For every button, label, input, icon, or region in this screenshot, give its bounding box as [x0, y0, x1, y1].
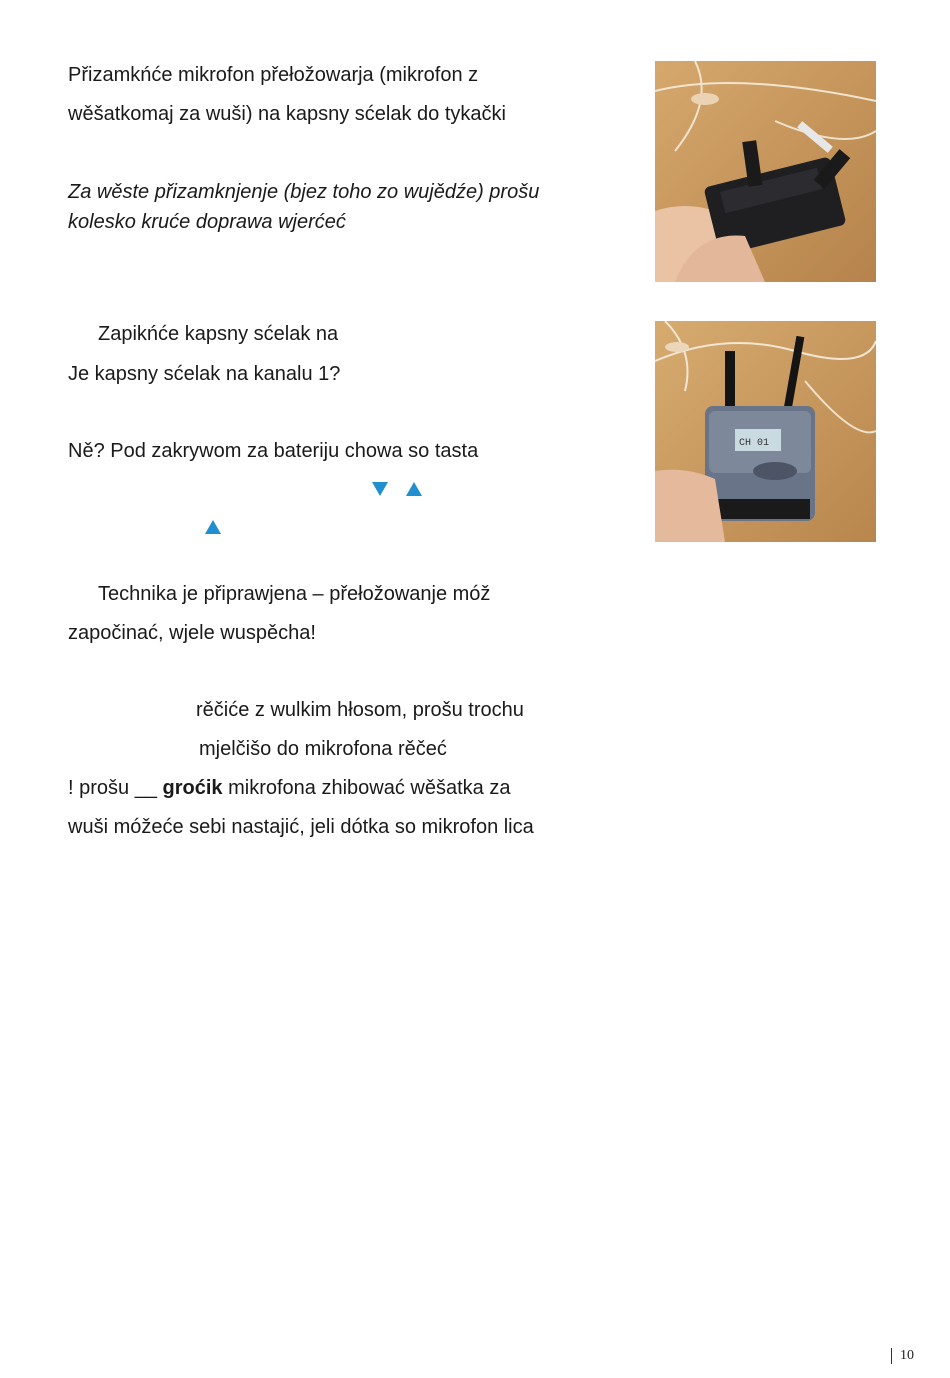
mic-adjust-pre: ! prošu __	[68, 777, 163, 799]
battery-cover-line: Ně? Pod zakrywom za bateriju chowa so tasta	[68, 440, 479, 462]
photo-transmitter-connector	[655, 61, 876, 282]
mic-adjust-post: mikrofona zhibować wěšatka za	[222, 777, 511, 799]
instruction-line-2: wěšatkomaj za wuši) na kapsny sćelak do tykački	[68, 103, 506, 125]
mic-adjust-bold: grоćik	[162, 777, 223, 799]
italic-note-line-2: kolesko kruće doprawa wjerćeć	[68, 211, 346, 233]
page-number-value: 10	[900, 1348, 914, 1363]
arrow-up-icon	[205, 520, 221, 534]
voice-tip-line-2: mjelčišo do mikrofona rěčeć	[199, 738, 447, 760]
mic-adjust-line	[68, 776, 510, 800]
arrow-down-icon	[372, 482, 388, 496]
voice-tip-line-1: rěčiće z wulkim hłosom, prošu trochu	[196, 699, 524, 721]
ready-line-1: Technika je připrawjena – přełožowanje móž	[98, 583, 491, 605]
channel-question-line: Je kapsny sćelak na kanalu 1?	[68, 363, 341, 385]
instruction-line-1: Přizamkńće mikrofon přełožowarja (mikrofon z	[68, 64, 479, 86]
lcd-display-text: CH 01	[739, 438, 770, 449]
earhook-line: wuši móžeće sebi nastajić, jeli dótka so mikrofon lica	[68, 816, 534, 838]
power-on-line: Zapikńće kapsny sćelak na	[98, 323, 339, 345]
photo-transmitter-display	[655, 321, 876, 542]
arrow-up-icon	[406, 482, 422, 496]
page-number-divider	[891, 1348, 892, 1364]
photo-transmitter-connector-drawing	[655, 61, 876, 282]
ready-line-2: započinać, wjele wuspěcha!	[68, 622, 316, 644]
page-number	[891, 1348, 914, 1364]
italic-note-line-1: Za wěste přizamknjenje (bjez toho zo wujědźe) prošu	[68, 181, 540, 203]
photo-transmitter-display-drawing	[655, 321, 876, 542]
